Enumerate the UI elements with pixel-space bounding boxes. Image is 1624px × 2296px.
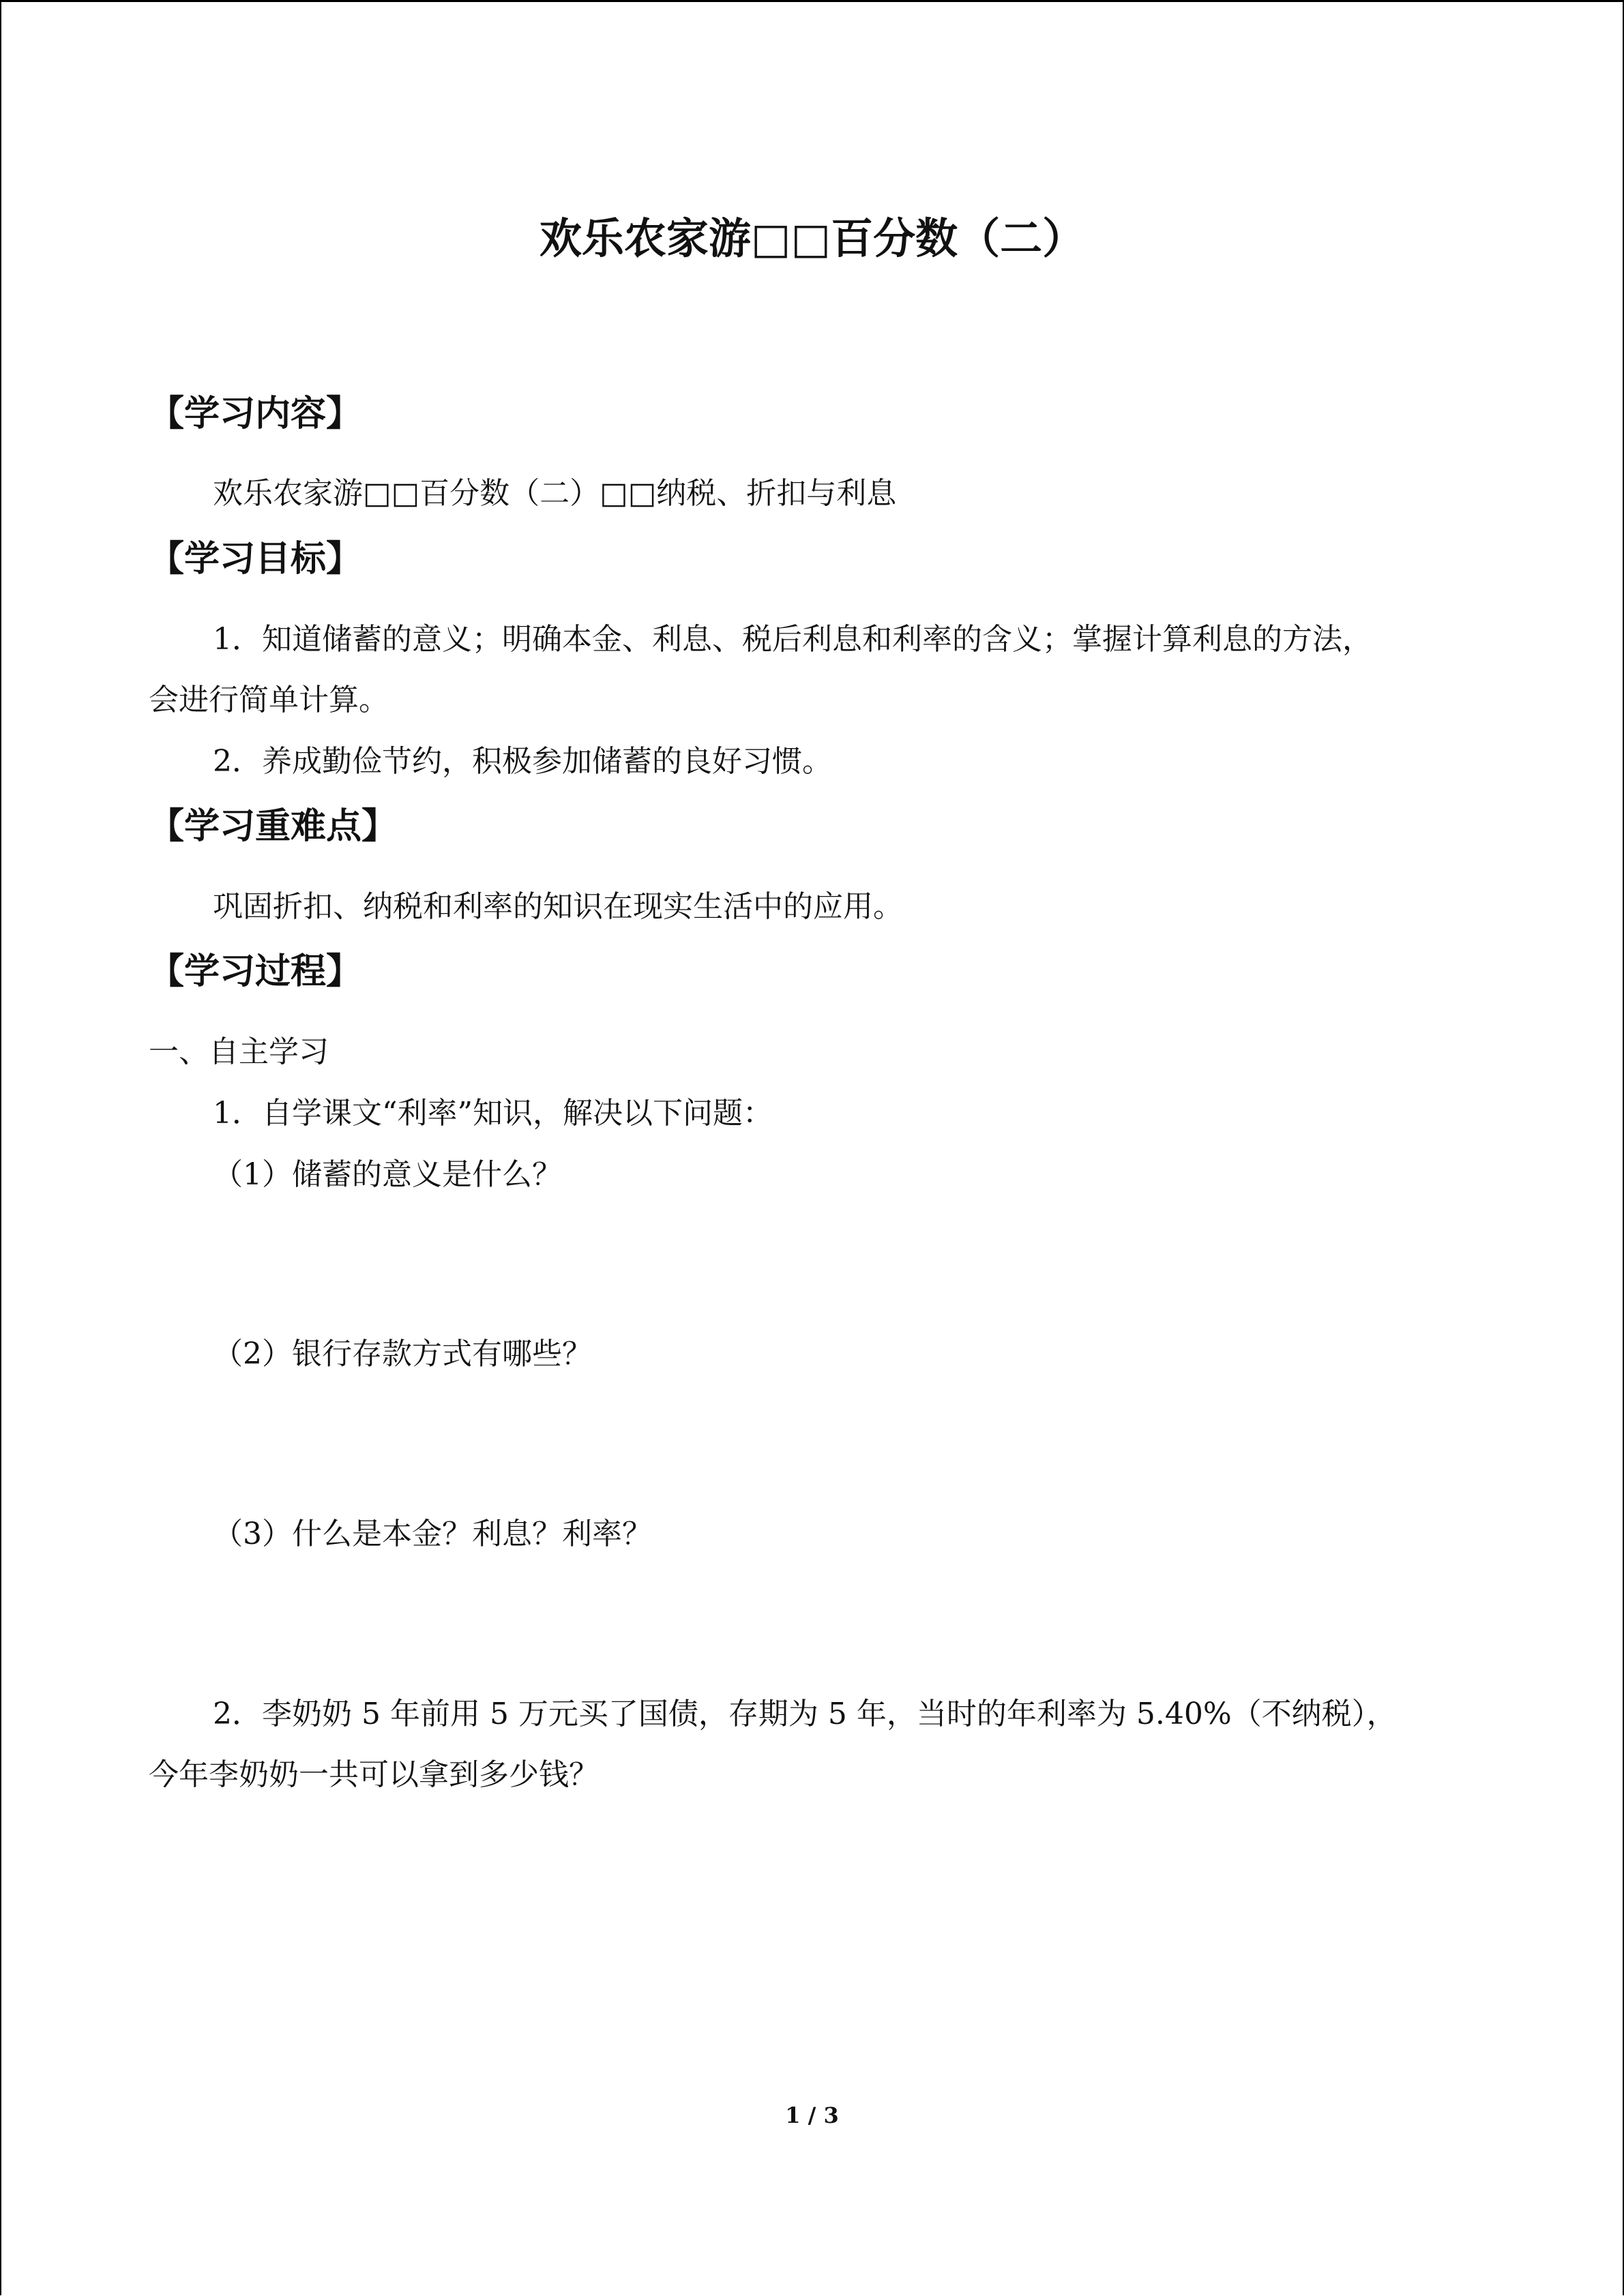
key-points-text: 巩固折扣、纳税和利率的知识在现实生活中的应用。 xyxy=(213,889,903,924)
question-2-line-2: 今年李奶奶一共可以拿到多少钱？ xyxy=(149,1757,599,1792)
document-title: 欢乐农家游□□百分数（二） xyxy=(539,213,1085,263)
question-1-sub-1: （1）储蓄的意义是什么？ xyxy=(213,1157,562,1192)
page-number: 1 / 3 xyxy=(785,2102,839,2128)
goal-1-line-2: 会进行简单计算。 xyxy=(149,683,389,717)
heading-learning-process: 【学习过程】 xyxy=(149,951,362,992)
question-1-sub-2: （2）银行存款方式有哪些？ xyxy=(213,1337,592,1371)
question-2-line-1: 2．李奶奶 5 年前用 5 万元买了国债，存期为 5 年，当时的年利率为 5.40%（不纳税）， xyxy=(213,1697,1397,1731)
question-1-sub-3: （3）什么是本金？利息？利率？ xyxy=(213,1517,652,1551)
goal-2: 2．养成勤俭节约，积极参加储蓄的良好习惯。 xyxy=(213,744,832,779)
learning-content-text: 欢乐农家游□□百分数（二）□□纳税、折扣与利息 xyxy=(213,476,897,511)
heading-key-points: 【学习重难点】 xyxy=(149,806,398,847)
heading-learning-goals: 【学习目标】 xyxy=(149,539,362,580)
question-1: 1．自学课文“利率”知识，解决以下问题： xyxy=(213,1096,773,1131)
goal-1-line-1: 1．知道储蓄的意义；明确本金、利息、税后利息和利率的含义；掌握计算利息的方法， xyxy=(213,622,1372,657)
part-1-title: 一、自主学习 xyxy=(149,1034,329,1069)
heading-learning-content: 【学习内容】 xyxy=(149,393,362,434)
